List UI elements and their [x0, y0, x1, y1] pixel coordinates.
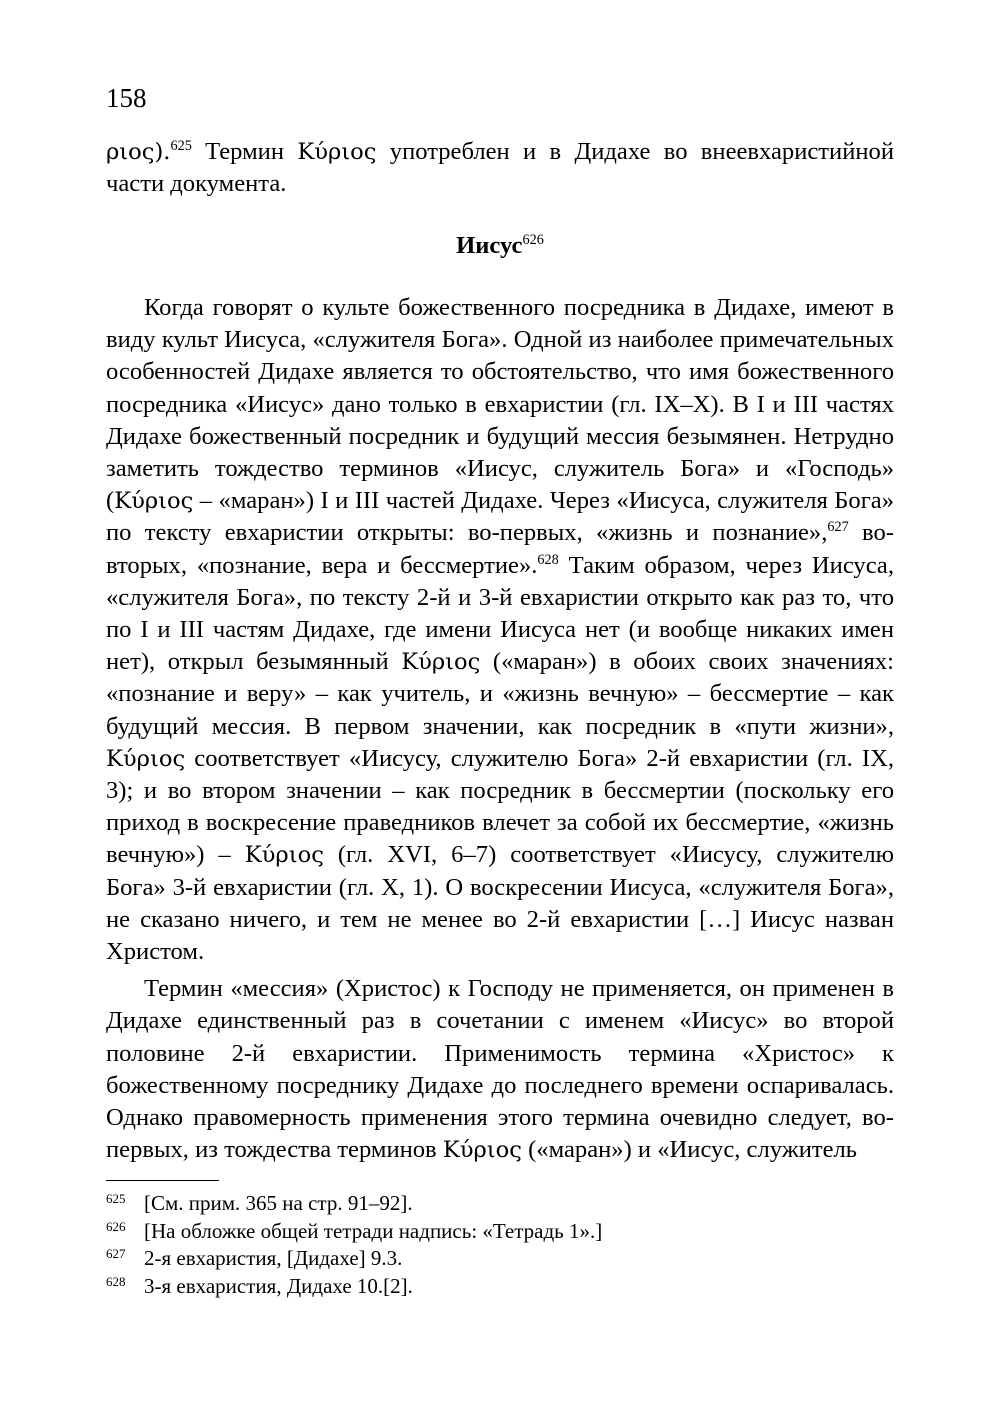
paragraph-text — [106, 136, 894, 200]
greek-word: Κύριος — [106, 745, 186, 772]
text-run: Термин «мессия» (Христос) к Господу не применяется, он применен в Дидахе единственный раз в сочетании с именем «Иисус» во второй половине 2-й евхаристии. Применимость термина «Христос» к божественному посреднику Дидахе до последнего времени оспаривалась. Однако правомерность применения этого термина очевидно следует, во-первых, из тождества терминов — [106, 975, 894, 1164]
greek-word: Κύριος — [244, 842, 324, 869]
footnote-separator — [106, 1180, 219, 1181]
text-run: («маран») в обоих своих значениях: «познание и веру» – как учитель, и «жизнь вечную» – бессмертие – как будущий мессия. В первом значении, как посредник в «пути жизни», — [106, 648, 894, 740]
section-heading — [106, 230, 894, 262]
continuation-paragraph — [106, 136, 894, 200]
footnote-text: [На обложке общей тетради надпись: «Тетрадь 1».] — [144, 1218, 603, 1243]
footnote-text: 3-я евхаристия, Дидахе 10.[2]. — [144, 1273, 413, 1298]
footnote-ref: 626 — [522, 232, 544, 249]
footnotes — [106, 1191, 894, 1301]
text-run: соответствует «Иисусу, служителю Бога» 2-й евхаристии (гл. IX, 3); и во втором значении – как посредник в бессмертии (поскольку его приход в воскресение праведников влечет за собой их бессмертие, «жизнь вечную») – — [106, 744, 894, 869]
text-run: Таким образом, через Иисуса, «служителя Бога», по тексту 2-й и 3-й евхаристии открыто как раз то, что по I и III частям Дидахе, где имени Иисуса нет (и вообще никаких имен нет), открыл безымянный — [106, 551, 894, 676]
footnote — [106, 1191, 894, 1219]
footnote-number: 626 — [106, 1218, 126, 1234]
footnote-ref: 627 — [827, 519, 849, 536]
text-run: («маран») и «Иисус, служитель — [521, 1136, 858, 1164]
footnote-number: 628 — [106, 1273, 126, 1289]
greek-word: Κύριος — [401, 649, 481, 676]
text-run: Когда говорят о культе божественного посредника в Дидахе, имеют в виду культ Иисуса, «служителя Бога». Одной из наиболее примечательных особенностей Дидахе является то обстоятельство, что имя божественного посредника «Иисус» дано только в евхаристии (гл. IX–X). В I и III частях Дидахе божественный посредник и будущий мессия безымянен. Нетрудно заметить тождество терминов «Иисус, служитель Бога» и «Господь» ( — [106, 294, 894, 515]
footnote-number: 627 — [106, 1246, 126, 1261]
text-run: употреблен и в Дидахе во внеевхаристийной части документа. — [106, 138, 894, 198]
page-number: 158 — [106, 83, 147, 113]
text-run: во-вторых, «познание, вера и бессмертие». — [106, 519, 894, 579]
footnote-number: 625 — [106, 1191, 126, 1206]
paragraph-1 — [106, 292, 894, 968]
greek-word: Κύριος — [114, 488, 194, 515]
text-run: Термин — [191, 138, 298, 165]
paragraph-2 — [106, 973, 894, 1166]
greek-word: ριος). — [106, 139, 171, 165]
footnote — [106, 1246, 894, 1274]
greek-word: Κύριος — [297, 139, 377, 165]
footnote-ref: 628 — [537, 551, 559, 568]
footnote-text: 2-я евхаристия, [Дидахе] 9.3. — [144, 1246, 403, 1270]
text-run: – «маран») I и III частей Дидахе. Через «Иисуса, служителя Бога» по тексту евхаристии открыты: во-первых, «жизнь и познание», — [106, 487, 894, 547]
greek-word: Κύριος — [442, 1137, 522, 1164]
heading-text: Иисус — [456, 232, 523, 259]
footnote-text: [См. прим. 365 на стр. 91–92]. — [144, 1191, 413, 1215]
text-run: (гл. XVI, 6–7) соответствует «Иисусу, служителю Бога» 3-й евхаристии (гл. X, 1). О воскресении Иисуса, «служителя Бога», не сказано ничего, и тем не менее во 2-й евхаристии […] Иисус назван Христом. — [106, 841, 894, 966]
main-text — [106, 292, 894, 1166]
footnote — [106, 1219, 894, 1247]
footnote-ref: 625 — [170, 138, 192, 155]
footnote — [106, 1274, 894, 1302]
